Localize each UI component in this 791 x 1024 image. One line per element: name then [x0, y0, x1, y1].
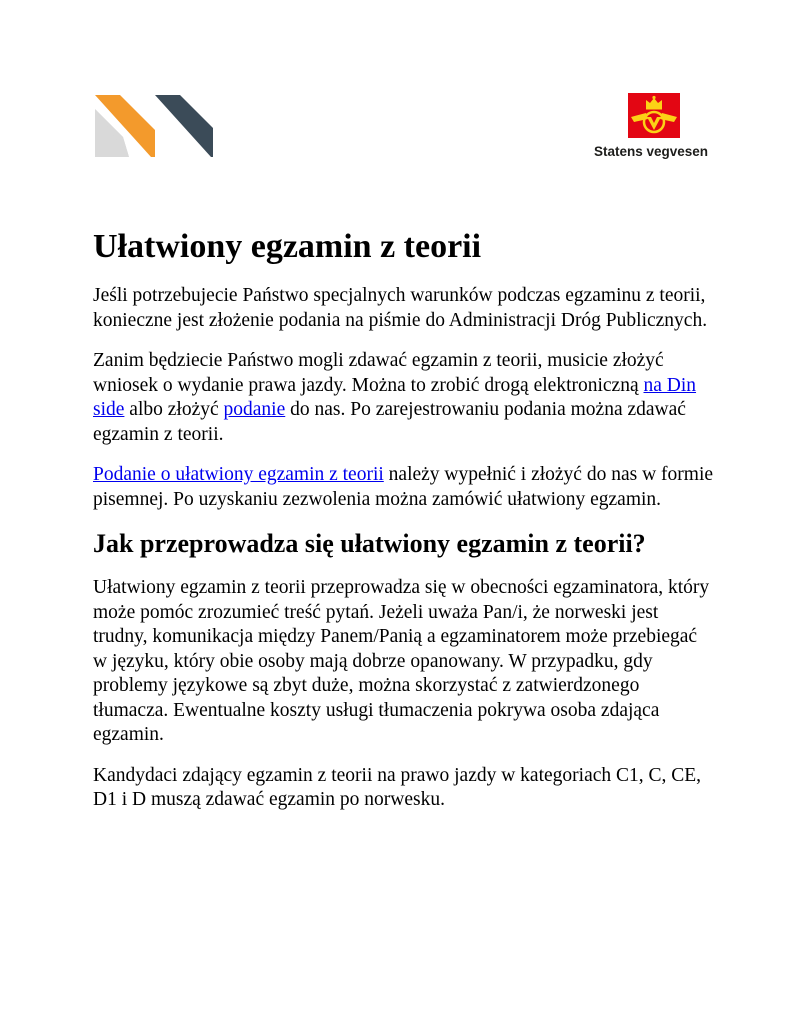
application-form-link[interactable]: podanie [223, 399, 286, 420]
diagonal-stripes-logo-icon [95, 95, 213, 157]
facilitated-exam-form-link[interactable]: Podanie o ułatwiony egzamin z teorii [93, 464, 384, 485]
page-title: Ułatwiony egzamin z teorii [93, 228, 482, 265]
intro-paragraph: Jeśli potrzebujecie Państwo specjalnych warunków podczas egzaminu z teorii, konieczne jest złożenie podania na piśmie do Administracji Dróg Publicznych. [93, 285, 708, 331]
agency-name: Statens vegvesen [594, 144, 709, 159]
procedure-paragraph: Ułatwiony egzamin z teorii przeprowadza się w obecności egzaminatora, który może pomóc zrozumieć treść pytań. Jeżeli uważa Pan/i, że norweski jest trudny, komunikacja między Panem/Panią a egzaminatorem może przebiegać w języku, który obie osoby mają dobrze opanowany. W przypadku, gdy problemy językowe są zbyt duże, można skorzystać z zatwierdzonego tłumacza. Ewentualne koszty usługi tłumaczenia pokrywa osoba zdająca egzamin. [93, 577, 710, 745]
language-requirement-paragraph: Kandydaci zdający egzamin z teorii na prawo jazdy w kategoriach C1, C, CE, D1 i D muszą zdawać egzamin po norwesku. [93, 764, 702, 810]
din-side-link[interactable]: na Din side [93, 374, 697, 420]
application-paragraph [93, 349, 713, 447]
crown-wheel-emblem-icon [628, 93, 680, 138]
agency-logo [594, 93, 726, 163]
application-text-3: do nas. Po zarejestrowaniu podania można zdawać egzamin z teorii. [93, 399, 686, 445]
section-heading: Jak przeprowadza się ułatwiony egzamin z teorii? [93, 529, 646, 558]
application-text-1: Zanim będziecie Państwo mogli zdawać egzamin z teorii, musicie złożyć wniosek o wydanie prawa jazdy. Można to zrobić drogą elektroniczną [93, 350, 664, 396]
form-paragraph-text: należy wypełnić i złożyć do nas w formie pisemnej. Po uzyskaniu zezwolenia można zamówić ułatwiony egzamin. [93, 464, 714, 510]
main-content [93, 226, 713, 829]
application-text-2: albo złożyć [124, 399, 224, 420]
form-paragraph [93, 463, 713, 512]
